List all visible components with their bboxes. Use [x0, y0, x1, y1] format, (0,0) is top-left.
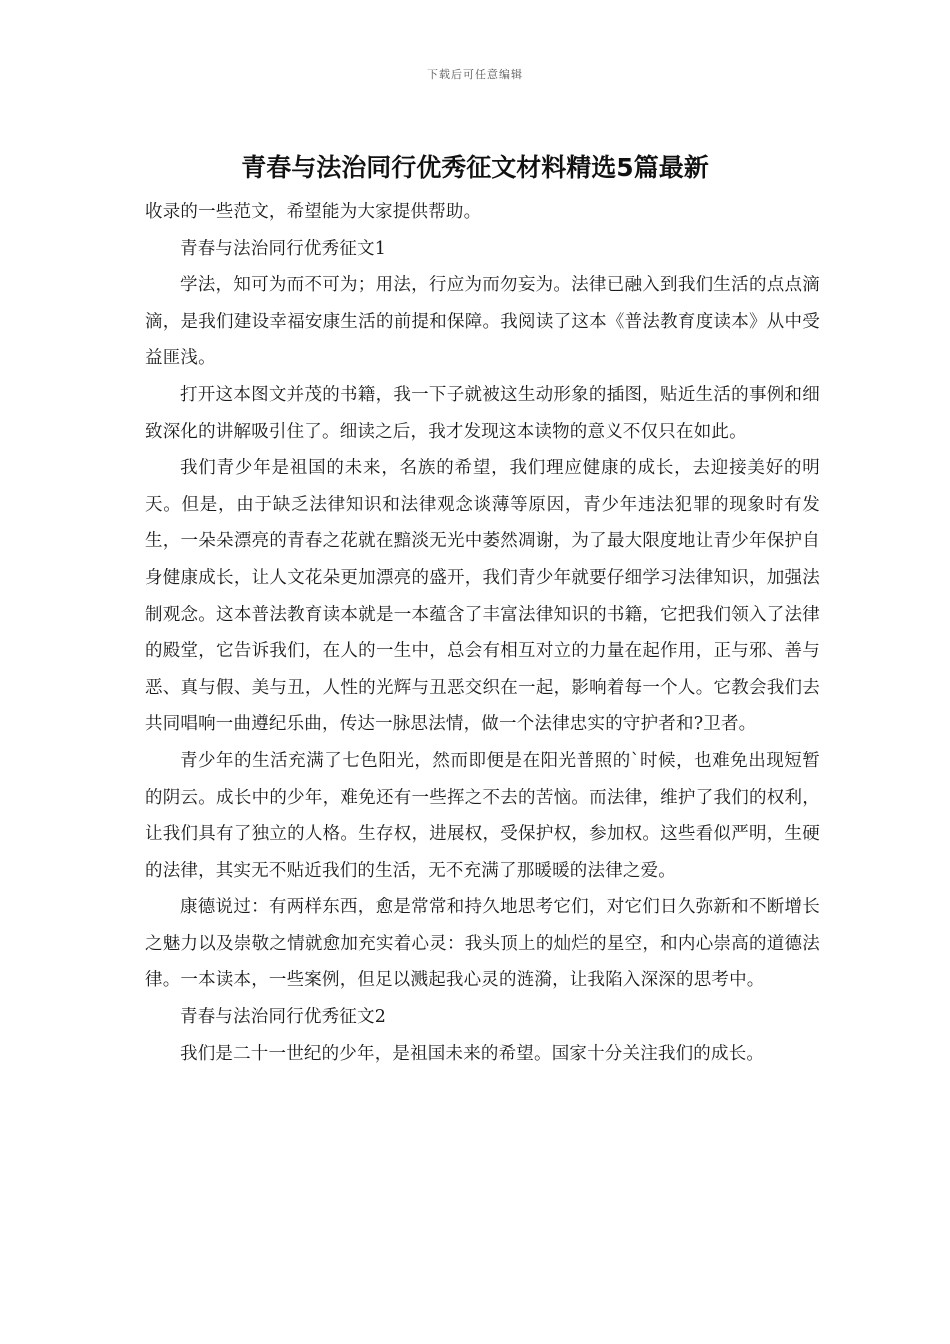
paragraph: 学法，知可为而不可为；用法，行应为而勿妄为。法律已融入到我们生活的点点滴滴，是我们建设幸福安康生活的前提和保障。我阅读了这本《普法教育度读本》从中受益匪浅。 [145, 275, 820, 369]
header-note: 下载后可任意编辑 [427, 68, 523, 81]
paragraph: 打开这本图文并茂的书籍，我一下子就被这生动形象的插图，贴近生活的事例和细致深化的讲解吸引住了。细读之后，我才发现这本读物的意义不仅只在如此。 [145, 384, 820, 442]
paragraph-intro: 收录的一些范文，希望能为大家提供帮助。 [145, 202, 482, 222]
paragraph: 我们是二十一世纪的少年，是祖国未来的希望。国家十分关注我们的成长。 [180, 1043, 765, 1064]
document-body [145, 194, 820, 1072]
paragraph: 我们青少年是祖国的未来，名族的希望，我们理应健康的成长，去迎接美好的明天。但是，由于缺乏法律知识和法律观念谈薄等原因，青少年违法犯罪的现象时有发生，一朵朵漂亮的青春之花就在黯淡无光中萎然凋谢，为了最大限度地让青少年保护自身健康成长，让人文花朵更加漂亮的盛开，我们青少年就要仔细学习法律知识，加强法制观念。这本普法教育读本就是一本蕴含了丰富法律知识的书籍，它把我们领入了法律的殿堂，它告诉我们，在人的一生中，总会有相互对立的力量在起作用，正与邪、善与恶、真与假、美与丑，人性的光辉与丑恶交织在一起，影响着每一个人。它教会我们去共同唱响一曲遵纪乐曲，传达一脉思法情，做一个法律忠实的守护者和?卫者。 [145, 458, 820, 735]
essay-heading-1: 青春与法治同行优秀征文1 [180, 238, 387, 259]
paragraph: 青少年的生活充满了七色阳光，然而即便是在阳光普照的`时候，也难免出现短暂的阴云。成长中的少年，难免还有一些挥之不去的苦恼。而法律，维护了我们的权利，让我们具有了独立的人格。生存权，进展权，受保护权，参加权。这些看似严明，生硬的法律，其实无不贴近我们的生活，无不充满了那暖暖的法律之爱。 [145, 750, 820, 881]
paragraph: 康德说过：有两样东西，愈是常常和持久地思考它们，对它们日久弥新和不断增长之魅力以及崇敬之情就愈加充实着心灵：我头顶上的灿烂的星空，和内心崇高的道德法律。一本读本，一些案例，但足以溅起我心灵的涟漪，让我陷入深深的思考中。 [145, 897, 820, 991]
essay-heading-2: 青春与法治同行优秀征文2 [180, 1007, 387, 1028]
document-title: 青春与法治同行优秀征文材料精选5篇最新 [241, 153, 709, 182]
